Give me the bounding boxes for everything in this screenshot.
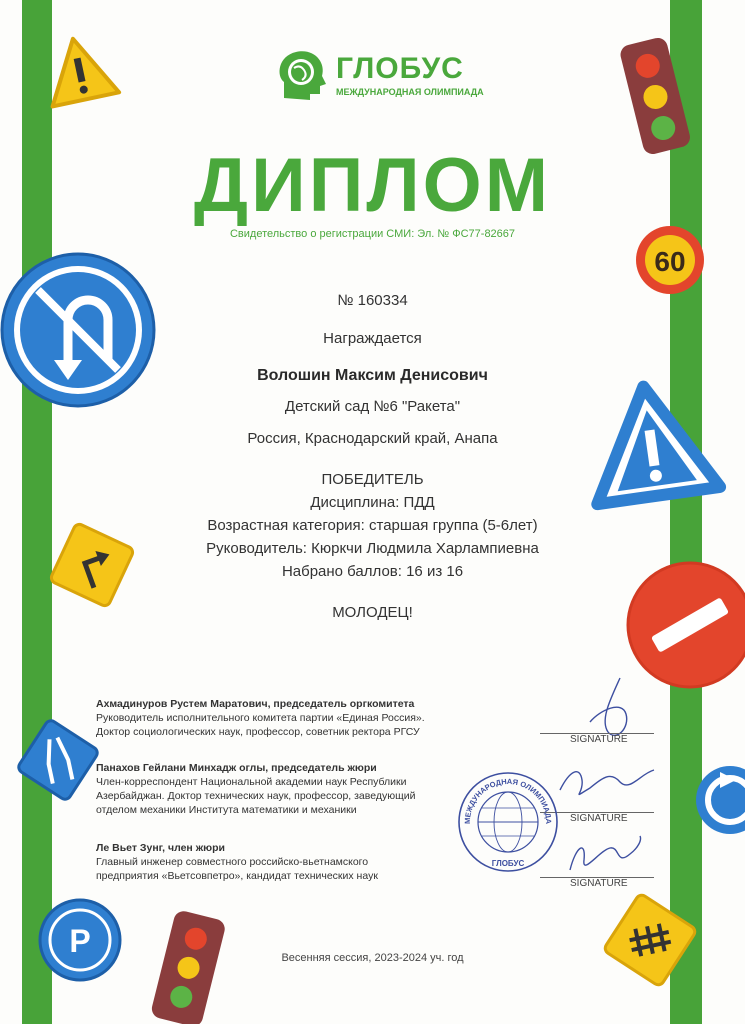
result-title: ПОБЕДИТЕЛЬ (321, 471, 424, 488)
signatory-2-name: Панахов Гейлани Минхадж оглы, председатель жюри (96, 762, 377, 774)
parking-letter: P (69, 923, 91, 959)
stamp-bottom-text: ГЛОБУС (491, 859, 525, 868)
roundabout-sign-icon (696, 766, 745, 834)
signature-label-1: SIGNATURE (570, 734, 628, 745)
signature-label-2: SIGNATURE (570, 813, 628, 824)
road-narrows-sign-icon (8, 710, 109, 811)
signatory-3-name: Ле Вьет Зунг, член жюри (96, 842, 225, 854)
warning-sign-icon (40, 32, 119, 107)
signatory-2-line3: отделом механики Института математики и механики (96, 804, 357, 816)
globus-logo-icon (274, 48, 330, 104)
signatory-1-name: Ахмадинуров Рустем Маратович, председатель оргкомитета (96, 698, 415, 710)
signatory-3-line1: Главный инженер совместного российско-вьетнамского (96, 856, 369, 868)
speed-limit-text: 60 (654, 246, 686, 277)
olympiad-stamp (456, 770, 560, 874)
railway-crossing-sign-icon (593, 883, 707, 997)
signatory-3 (96, 841, 378, 883)
supervisor: Руководитель: Кюркчи Людмила Харлампиевна (206, 540, 539, 557)
signatory-3-line2: предприятия «Вьетсовпетро», кандидат технических наук (96, 870, 378, 882)
diploma-title: ДИПЛОМ (193, 143, 552, 228)
recipient-name: Волошин Максим Денисович (257, 367, 488, 384)
awarded-label: Награждается (323, 330, 422, 347)
session-footer: Весенняя сессия, 2023-2024 уч. год (281, 952, 464, 964)
age-category: Возрастная категория: старшая группа (5-6лет) (207, 517, 538, 534)
bottom-traffic-light-icon (150, 909, 227, 1024)
location: Россия, Краснодарский край, Анапа (247, 430, 498, 447)
signatory-1-line2: Доктор социологических наук, профессор, советник ректора РГСУ (96, 726, 420, 738)
logo-name: ГЛОБУС (336, 52, 464, 85)
parking-sign-icon (40, 900, 120, 980)
stamp-top-text: МЕЖДУНАРОДНАЯ ОЛИМПИАДА (462, 776, 554, 825)
institution: Детский сад №6 "Ракета" (284, 398, 461, 415)
score: Набрано баллов: 16 из 16 (281, 563, 464, 580)
signatory-1-line1: Руководитель исполнительного комитета партии «Единая Россия». (96, 712, 425, 724)
praise: МОЛОДЕЦ! (332, 604, 413, 621)
signatory-2-line2: Азербайджан. Доктор технических наук, профессор, заведующий (96, 790, 416, 802)
traffic-light-icon (618, 36, 692, 156)
logo-subtitle: МЕЖДУНАРОДНАЯ ОЛИМПИАДА (336, 87, 484, 97)
signature-label-3: SIGNATURE (570, 878, 628, 889)
signatory-2 (96, 761, 415, 817)
no-entry-sign-icon (628, 563, 745, 687)
signatory-1 (96, 697, 425, 739)
registration-text: Свидетельство о регистрации СМИ: Эл. № ФС77-82667 (229, 228, 516, 240)
discipline: Дисциплина: ПДД (310, 494, 435, 511)
diploma-number: № 160334 (337, 292, 408, 309)
signatory-2-line1: Член-корреспондент Национальной академии наук Республики (96, 776, 407, 788)
